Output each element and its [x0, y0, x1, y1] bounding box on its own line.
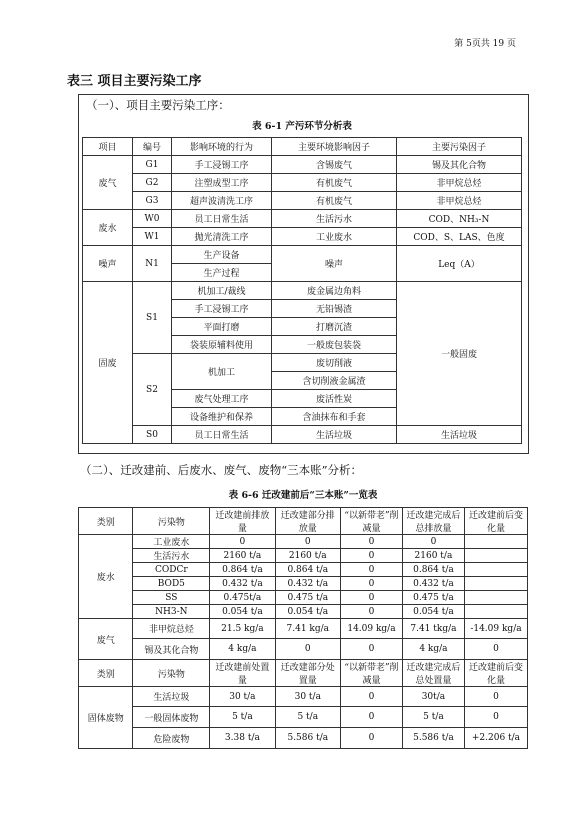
- value-cell: [464, 563, 527, 577]
- value-cell: 0.432 t/a: [275, 577, 340, 591]
- factor-cell: 含锡废气: [272, 156, 397, 174]
- code-cell: W1: [133, 228, 172, 246]
- value-cell: 0: [340, 563, 402, 577]
- section2-title: （二）、迁改建前、后废水、废气、废物“三本账”分析：: [80, 463, 363, 477]
- value-cell: [464, 591, 527, 605]
- col-header: 迁改建部分排放量: [275, 508, 340, 535]
- factor-cell: 噪声: [272, 246, 397, 282]
- value-cell: 30 t/a: [210, 687, 275, 707]
- pollutant-cell: 生活垃圾: [397, 426, 522, 444]
- category-cell: 废气: [79, 619, 133, 660]
- col-header: “以新带老”削减量: [340, 508, 402, 535]
- section1-title: （一）、项目主要污染工序：: [86, 98, 230, 112]
- factor-cell: 有机废气: [272, 192, 397, 210]
- value-cell: 0: [275, 535, 340, 549]
- code-cell: G1: [133, 156, 172, 174]
- value-cell: 5 t/a: [210, 707, 275, 728]
- pollutant-cell: 锡及其化合物: [133, 639, 210, 660]
- col-header: 污染物: [133, 508, 210, 535]
- category-cell: 固废: [83, 282, 133, 444]
- pollutant-cell: 锡及其化合物: [397, 156, 522, 174]
- value-cell: 0.864 t/a: [402, 563, 464, 577]
- value-cell: 7.41 kg/a: [275, 619, 340, 639]
- value-cell: 0: [275, 639, 340, 660]
- value-cell: 0: [402, 535, 464, 549]
- col-header: 迁改建前后变化量: [464, 508, 527, 535]
- value-cell: 2160 t/a: [275, 549, 340, 563]
- activity-cell: 机加工/裁线: [172, 282, 272, 300]
- col-header: 主要污染因子: [397, 138, 522, 156]
- pollutant-cell: SS: [133, 591, 210, 605]
- value-cell: 0.432 t/a: [402, 577, 464, 591]
- factor-cell: 含油抹布和手套: [272, 408, 397, 426]
- value-cell: 0.054 t/a: [402, 605, 464, 619]
- col-header: 迁改建完成后总排放量: [402, 508, 464, 535]
- category-cell: 废气: [83, 156, 133, 210]
- value-cell: 0.475 t/a: [275, 591, 340, 605]
- code-cell: G3: [133, 192, 172, 210]
- value-cell: 5.586 t/a: [402, 728, 464, 749]
- col-header: 项目: [83, 138, 133, 156]
- value-cell: 0.054 t/a: [275, 605, 340, 619]
- table1-caption: 表 6-1 产污环节分析表: [252, 121, 352, 132]
- factor-cell: 废活性炭: [272, 390, 397, 408]
- page-title: 表三 项目主要污染工序: [67, 74, 202, 89]
- col-header: 类别: [79, 660, 133, 687]
- pollutant-cell: 非甲烷总烃: [397, 174, 522, 192]
- value-cell: 5.586 t/a: [275, 728, 340, 749]
- value-cell: [464, 549, 527, 563]
- activity-cell: 员工日常生活: [172, 426, 272, 444]
- code-cell: W0: [133, 210, 172, 228]
- value-cell: 0.432 t/a: [210, 577, 275, 591]
- pollutant-cell: 危险废物: [133, 728, 210, 749]
- value-cell: 0.864 t/a: [275, 563, 340, 577]
- activity-cell: 手工浸锡工序: [172, 300, 272, 318]
- value-cell: 0: [464, 639, 527, 660]
- col-header: 主要环境影响因子: [272, 138, 397, 156]
- col-header: 迁改建前处置量: [210, 660, 275, 687]
- value-cell: 0: [210, 535, 275, 549]
- code-cell: N1: [133, 246, 172, 282]
- pollution-source-table: [82, 137, 522, 444]
- factor-cell: 含切削液金属渣: [272, 372, 397, 390]
- value-cell: 30 t/a: [275, 687, 340, 707]
- col-header: 编号: [133, 138, 172, 156]
- value-cell: 5 t/a: [275, 707, 340, 728]
- pollutant-cell: 工业废水: [133, 535, 210, 549]
- factor-cell: 打磨沉渣: [272, 318, 397, 336]
- pollutant-cell: 生活污水: [133, 549, 210, 563]
- value-cell: +2.206 t/a: [464, 728, 527, 749]
- pollutant-cell: CODCr: [133, 563, 210, 577]
- pollutant-cell: COD、NH₃-N: [397, 210, 522, 228]
- value-cell: 0: [340, 707, 402, 728]
- activity-cell: 生产过程: [172, 264, 272, 282]
- value-cell: 0: [340, 605, 402, 619]
- category-cell: 废水: [83, 210, 133, 246]
- value-cell: 0.054 t/a: [210, 605, 275, 619]
- pollutant-cell: 非甲烷总烃: [397, 192, 522, 210]
- col-header: 迁改建前后变化量: [464, 660, 527, 687]
- activity-cell: 机加工: [172, 354, 272, 390]
- value-cell: 0: [340, 549, 402, 563]
- col-header: 污染物: [133, 660, 210, 687]
- value-cell: 14.09 kg/a: [340, 619, 402, 639]
- activity-cell: 抛光清洗工序: [172, 228, 272, 246]
- value-cell: 4 kg/a: [402, 639, 464, 660]
- col-header: 迁改建完成后总处置量: [402, 660, 464, 687]
- col-header: “以新带老”削减量: [340, 660, 402, 687]
- value-cell: 3.38 t/a: [210, 728, 275, 749]
- pollutant-cell: 非甲烷总烃: [133, 619, 210, 639]
- category-cell: 噪声: [83, 246, 133, 282]
- activity-cell: 超声波清洗工序: [172, 192, 272, 210]
- value-cell: 0.475t/a: [210, 591, 275, 605]
- value-cell: 0.864 t/a: [210, 563, 275, 577]
- pollutant-cell: COD、S、LAS、色度: [397, 228, 522, 246]
- col-header: 迁改建前排放量: [210, 508, 275, 535]
- value-cell: [464, 577, 527, 591]
- factor-cell: 生活垃圾: [272, 426, 397, 444]
- col-header: 类别: [79, 508, 133, 535]
- activity-cell: 生产设备: [172, 246, 272, 264]
- page-number: 第 5页共 19 页: [454, 39, 516, 49]
- pollutant-cell: NH3-N: [133, 605, 210, 619]
- value-cell: 7.41 tkg/a: [402, 619, 464, 639]
- activity-cell: 注塑成型工序: [172, 174, 272, 192]
- activity-cell: 袋装原辅料使用: [172, 336, 272, 354]
- value-cell: 0: [340, 687, 402, 707]
- value-cell: 0: [340, 591, 402, 605]
- three-ledger-table: [78, 507, 528, 749]
- value-cell: 0.475 t/a: [402, 591, 464, 605]
- value-cell: 30t/a: [402, 687, 464, 707]
- pollutant-cell: 生活垃圾: [133, 687, 210, 707]
- code-cell: S0: [133, 426, 172, 444]
- factor-cell: 一般废包装袋: [272, 336, 397, 354]
- col-header: 迁改建部分处置量: [275, 660, 340, 687]
- value-cell: [464, 605, 527, 619]
- pollutant-cell: Leq（A）: [397, 246, 522, 282]
- activity-cell: 废气处理工序: [172, 390, 272, 408]
- code-cell: S1: [133, 282, 172, 354]
- table2-caption: 表 6-6 迁改建前后“三本账”一览表: [228, 490, 378, 501]
- value-cell: 2160 t/a: [210, 549, 275, 563]
- code-cell: S2: [133, 354, 172, 426]
- activity-cell: 手工浸锡工序: [172, 156, 272, 174]
- value-cell: 0: [464, 707, 527, 728]
- value-cell: 2160 t/a: [402, 549, 464, 563]
- value-cell: 0: [340, 639, 402, 660]
- pollutant-cell: 一般固体废物: [133, 707, 210, 728]
- activity-cell: 设备维护和保养: [172, 408, 272, 426]
- code-cell: G2: [133, 174, 172, 192]
- value-cell: 0: [340, 577, 402, 591]
- value-cell: [464, 535, 527, 549]
- factor-cell: 生活污水: [272, 210, 397, 228]
- value-cell: 0: [464, 687, 527, 707]
- factor-cell: 无铅锡渣: [272, 300, 397, 318]
- value-cell: 0: [340, 535, 402, 549]
- pollutant-cell: BOD5: [133, 577, 210, 591]
- activity-cell: 员工日常生活: [172, 210, 272, 228]
- col-header: 影响环境的行为: [172, 138, 272, 156]
- value-cell: -14.09 kg/a: [464, 619, 527, 639]
- factor-cell: 废金属边角料: [272, 282, 397, 300]
- factor-cell: 有机废气: [272, 174, 397, 192]
- factor-cell: 废切削液: [272, 354, 397, 372]
- activity-cell: 平面打磨: [172, 318, 272, 336]
- pollutant-cell: 一般固废: [397, 282, 522, 426]
- factor-cell: 工业废水: [272, 228, 397, 246]
- value-cell: 0: [340, 728, 402, 749]
- category-cell: 废水: [79, 535, 133, 619]
- value-cell: 21.5 kg/a: [210, 619, 275, 639]
- value-cell: 4 kg/a: [210, 639, 275, 660]
- category-cell: 固体废物: [79, 687, 133, 749]
- value-cell: 5 t/a: [402, 707, 464, 728]
